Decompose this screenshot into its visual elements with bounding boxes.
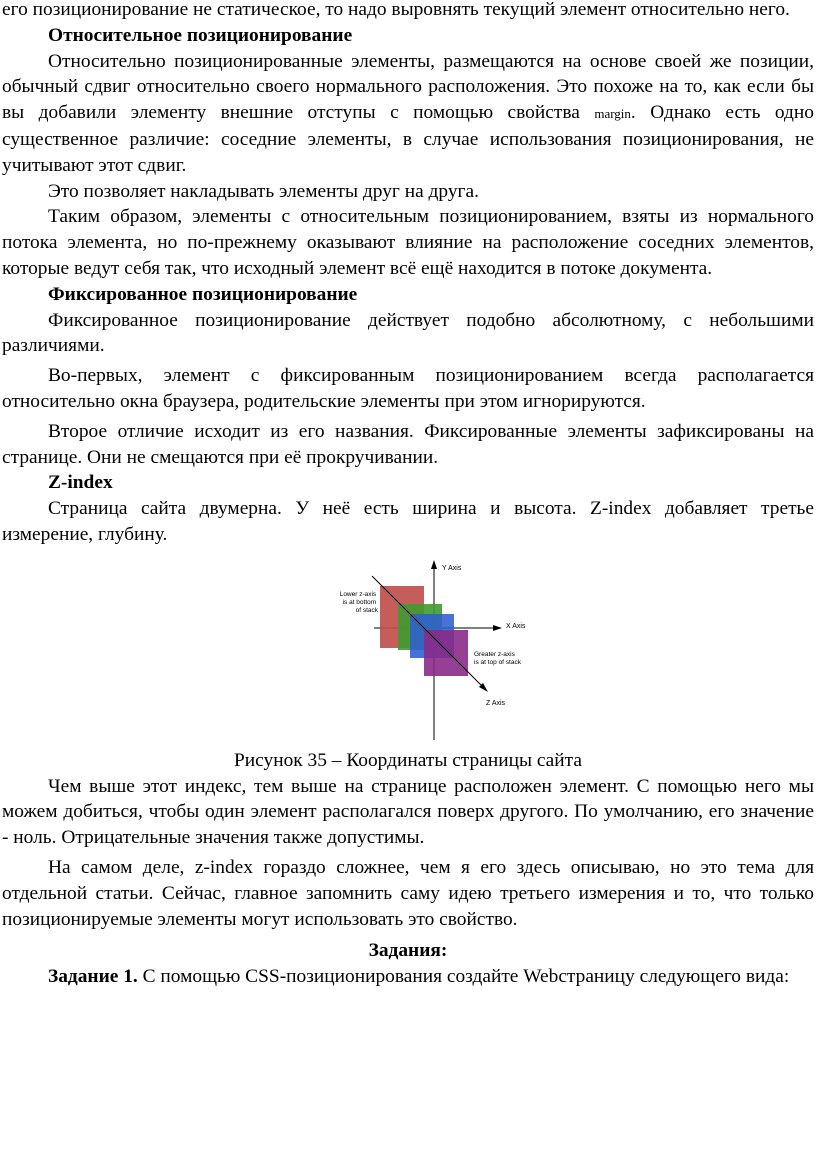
paragraph-relative-3: Таким образом, элементы с относительным позиционированием, взяты из нормального потока элемента, но по-прежнему оказывают влияние на расположение соседних элементов, которые ведут себя так, что исходный элемент всё ещё находится в потоке документа.: [2, 206, 814, 279]
paragraph-fixed-3: Второе отличие исходит из его названия. Фиксированные элементы зафиксированы на странице. Они не смещаются при её прокручивании.: [2, 420, 814, 468]
x-axis-arrow: [493, 625, 502, 631]
heading-fixed: Фиксированное позиционирование: [48, 283, 358, 305]
greater-note: Greater z-axis is at top of stack: [474, 650, 521, 666]
text-segment: Относительно позиционированные элементы, размещаются на основе своей же позиции, обычный сдвиг относительно своего нормального расположения. Это похоже на то, как если бы вы добавили элементу внешние отступы с помощью свойства: [2, 50, 814, 124]
lower-note: Lower z-axis is at bottom of stack: [339, 590, 378, 614]
paragraph-intro: его позиционирование не статическое, то надо выровнять текущий элемент относительно него.: [2, 0, 790, 20]
task-1: [2, 964, 814, 990]
task-1-text: С помощью CSS-позиционирования создайте Webстраницу следующего вида:: [137, 966, 790, 988]
heading-zindex: Z-index: [48, 472, 113, 494]
y-axis-arrow: [431, 560, 437, 569]
z-axis-label: Z Axis: [486, 699, 506, 707]
heading-relative: Относительное позиционирование: [48, 24, 353, 46]
tasks-heading: Задания:: [368, 940, 448, 962]
figure-caption: Рисунок 35 – Координаты страницы сайта: [234, 749, 582, 771]
paragraph-fixed-2: Во-первых, элемент с фиксированным позиционированием всегда располагается относительно окна браузера, родительские элементы при этом игнорируются.: [2, 365, 814, 412]
paragraph-zindex-1: Страница сайта двумерна. У неё есть ширина и высота. Z-index добавляет третье измерение, глубину.: [2, 498, 814, 545]
paragraph-relative-2: Это позволяет накладывать элементы друг на друга.: [48, 180, 479, 202]
text-segment: . Однако есть одно существенное различие: соседние элементы, в случае использования позиционирования, не учитывают этот сдвиг.: [2, 102, 814, 176]
figure-coordinates: [2, 556, 816, 746]
task-1-label: Задание 1.: [48, 966, 138, 988]
paragraph-zindex-2: Чем выше этот индекс, тем выше на странице расположен элемент. С помощью него мы можем добиться, чтобы один элемент располагался поверх другого. По умолчанию, его значение - ноль. Отрицательные значения также допустимы.: [2, 775, 814, 849]
square-purple: [424, 630, 468, 676]
x-axis-label: X Axis: [506, 622, 526, 630]
paragraph-zindex-3: На самом деле, z-index гораздо сложнее, чем я его здесь описываю, но это тема для отдельной статьи. Сейчас, главное запомнить саму идею третьего измерения и то, что только позиционируемые элементы могут использовать это свойство.: [2, 856, 814, 930]
paragraph-fixed-1: Фиксированное позиционирование действует подобно абсолютному, с небольшими различиями.: [2, 309, 814, 357]
y-axis-label: Y Axis: [442, 564, 462, 572]
code-margin: margin: [594, 106, 631, 122]
paragraph-relative-1: [2, 49, 814, 179]
axes-diagram: [322, 556, 542, 741]
